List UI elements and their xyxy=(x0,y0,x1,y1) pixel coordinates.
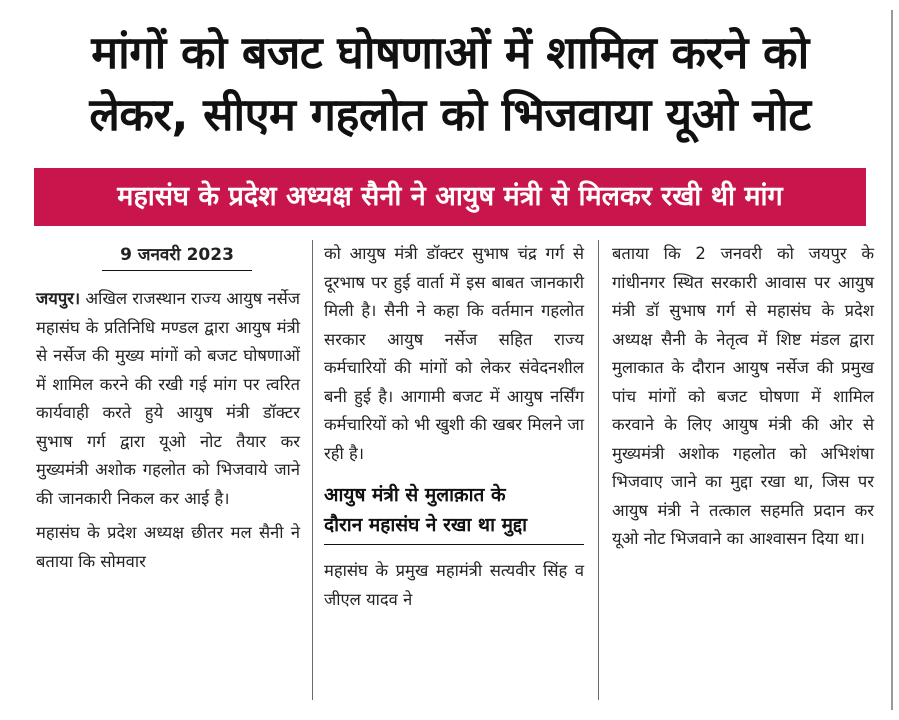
article-column-3 xyxy=(612,240,874,554)
headline-line-1: मांगों को बजट घोषणाओं में शामिल करने को xyxy=(91,26,809,79)
headline-line-2: लेकर, सीएम गहलोत को भिजवाया यूओ नोट xyxy=(89,88,811,141)
dateline-city: जयपुर। xyxy=(36,289,81,308)
publication-date: 9 जनवरी 2023 xyxy=(102,240,252,271)
column2-paragraph-2: महासंघ के प्रमुख महामंत्री सत्यवीर सिंह व जीएल यादव ने xyxy=(324,561,584,609)
article-column-1 xyxy=(36,240,300,576)
lead-paragraph xyxy=(36,285,300,513)
column1-paragraph-2: महासंघ के प्रदेश अध्यक्ष छीतर मल सैनी ने बताया कि सोमवार xyxy=(36,523,300,571)
subheadline-banner: महासंघ के प्रदेश अध्यक्ष सैनी ने आयुष मंत्री से मिलकर रखी थी मांग xyxy=(34,168,866,226)
headline xyxy=(26,22,874,146)
lead-paragraph-text: अखिल राजस्थान राज्य आयुष नर्सेज महासंघ के प्रतिनिधि मण्डल द्वारा आयुष मंत्री से नर्सेज की मुख्य मांगों को बजट घोषणाओं में शामिल करने की रखी गई मांग पर त्वरित कार्यवाही करते हुये आयुष मंत्री डॉक्टर सुभाष गर्ग द्वारा यूओ नोट तैयार कर मुख्यमंत्री अशोक गहलोत को भिजवाये जाने की जानकारी निकल कर आई है। xyxy=(36,289,300,508)
column-divider-2 xyxy=(598,240,599,700)
column2-paragraph-1: को आयुष मंत्री डॉक्टर सुभाष चंद्र गर्ग से दूरभाष पर हुई वार्ता में इस बाबत जानकारी मिली है। सैनी ने कहा कि वर्तमान गहलोत सरकार आयुष नर्सेज सहित राज्य कर्मचारियों की मांगों को लेकर संवेदनशील बनी हुई है। आगामी बजट में आयुष नर्सिंग कर्मचारियों को भी खुशी की खबर मिलने जा रही है। xyxy=(324,244,584,463)
page-edge-rule xyxy=(891,10,893,710)
column3-paragraph-1: बताया कि 2 जनवरी को जयपुर के गांधीनगर स्थित सरकारी आवास पर आयुष मंत्री डॉ सुभाष गर्ग से महासंघ के प्रदेश अध्यक्ष सैनी के नेतृत्व में शिष्ट मंडल द्वारा मुलाकात के दौरान आयुष नर्सेज की प्रमुख पांच मांगों को बजट घोषणा में शामिल करवाने के लिए आयुष मंत्री की ओर से मुख्यमंत्री अशोक गहलोत को अभिशंषा भिजवाए जाने का मुद्दा रखा था, जिस पर आयुष मंत्री ने तत्काल सहमति प्रदान कर यूओ नोट भिजवाने का आश्वासन दिया था। xyxy=(612,244,874,548)
subheading-line-1: आयुष मंत्री से मुलाक़ात के xyxy=(324,484,506,506)
subheading-line-2: दौरान महासंघ ने रखा था मुद्दा xyxy=(324,514,528,536)
article-column-2 xyxy=(324,240,584,614)
section-subheading xyxy=(324,480,584,545)
column-divider-1 xyxy=(312,240,313,700)
